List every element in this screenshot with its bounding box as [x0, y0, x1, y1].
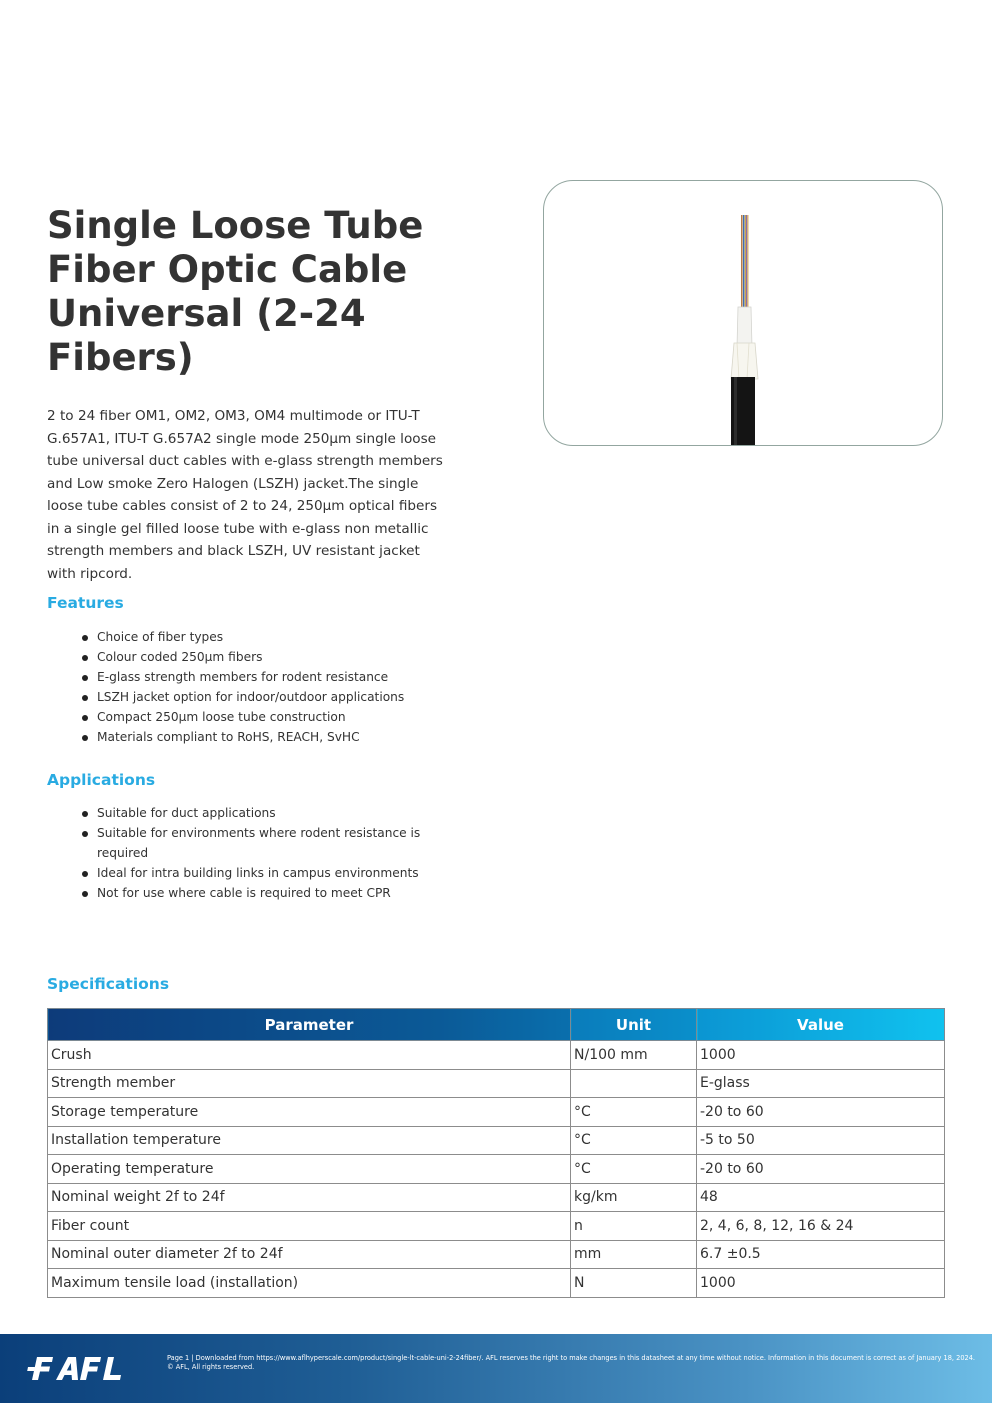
features-list — [47, 627, 472, 747]
unit-cell: n — [571, 1212, 697, 1241]
column-header-parameter: Parameter — [48, 1009, 571, 1041]
unit-cell: N/100 mm — [571, 1041, 697, 1070]
value-cell: 1000 — [697, 1041, 945, 1070]
parameter-cell: Nominal weight 2f to 24f — [48, 1183, 571, 1212]
table-header-row — [48, 1009, 945, 1041]
afl-logo — [26, 1350, 126, 1386]
parameter-cell: Strength member — [48, 1069, 571, 1098]
parameter-cell: Nominal outer diameter 2f to 24f — [48, 1240, 571, 1269]
unit-cell: °C — [571, 1126, 697, 1155]
unit-cell: kg/km — [571, 1183, 697, 1212]
table-row — [48, 1041, 945, 1070]
table-row — [48, 1212, 945, 1241]
parameter-cell: Operating temperature — [48, 1155, 571, 1184]
parameter-cell: Storage temperature — [48, 1098, 571, 1127]
list-item: Not for use where cable is required to meet CPR — [82, 883, 472, 903]
parameter-cell: Maximum tensile load (installation) — [48, 1269, 571, 1298]
table-row — [48, 1269, 945, 1298]
table-row — [48, 1126, 945, 1155]
page-footer — [0, 1334, 992, 1403]
table-row — [48, 1155, 945, 1184]
value-cell: -5 to 50 — [697, 1126, 945, 1155]
value-cell: 1000 — [697, 1269, 945, 1298]
footer-disclaimer: Page 1 | Downloaded from https://www.aflhyperscale.com/product/single-lt-cable-uni-2-24fiber/. AFL reserves the right to make changes in this datasheet at any time without notice. Information in this document is correct as of January 18, 2024. — [167, 1354, 976, 1362]
applications-heading: Applications — [47, 771, 156, 789]
list-item: Ideal for intra building links in campus environments — [82, 863, 472, 883]
value-cell: -20 to 60 — [697, 1155, 945, 1184]
cable-illustration — [544, 181, 943, 446]
column-header-value: Value — [697, 1009, 945, 1041]
features-heading: Features — [47, 594, 124, 612]
unit-cell: N — [571, 1269, 697, 1298]
list-item: Choice of fiber types — [82, 627, 472, 647]
list-item: Materials compliant to RoHS, REACH, SvHC — [82, 727, 472, 747]
parameter-cell: Crush — [48, 1041, 571, 1070]
specifications-table — [47, 1008, 945, 1298]
unit-cell: °C — [571, 1098, 697, 1127]
list-item: Suitable for environments where rodent resistance is required — [82, 823, 472, 863]
page-title: Single Loose Tube Fiber Optic Cable Universal (2-24 Fibers) — [47, 204, 424, 379]
product-description: 2 to 24 fiber OM1, OM2, OM3, OM4 multimode or ITU-T G.657A1, ITU-T G.657A2 single mode 250µm single loose tube universal duct cables with e-glass strength members and Low smoke Zero Halogen (LSZH) jacket.The single loose tube cables consist of 2 to 24, 250µm optical fibers in a single gel filled loose tube with e-glass non metallic strength members and black LSZH, UV resistant jacket with ripcord. — [47, 408, 443, 582]
table-row — [48, 1069, 945, 1098]
footer-copyright: © AFL, All rights reserved. — [167, 1362, 255, 1371]
table-row — [48, 1183, 945, 1212]
unit-cell: mm — [571, 1240, 697, 1269]
list-item: Colour coded 250µm fibers — [82, 647, 472, 667]
parameter-cell: Installation temperature — [48, 1126, 571, 1155]
list-item: Compact 250µm loose tube construction — [82, 707, 472, 727]
specifications-heading: Specifications — [47, 975, 170, 993]
unit-cell — [571, 1069, 697, 1098]
table-row — [48, 1240, 945, 1269]
applications-list — [47, 803, 472, 903]
parameter-cell: Fiber count — [48, 1212, 571, 1241]
footer-text — [167, 1354, 977, 1371]
product-image — [543, 180, 943, 446]
list-item: LSZH jacket option for indoor/outdoor applications — [82, 687, 472, 707]
value-cell: -20 to 60 — [697, 1098, 945, 1127]
column-header-unit: Unit — [571, 1009, 697, 1041]
value-cell: 2, 4, 6, 8, 12, 16 & 24 — [697, 1212, 945, 1241]
value-cell: 48 — [697, 1183, 945, 1212]
unit-cell: °C — [571, 1155, 697, 1184]
value-cell: E-glass — [697, 1069, 945, 1098]
list-item: Suitable for duct applications — [82, 803, 472, 823]
table-row — [48, 1098, 945, 1127]
list-item: E-glass strength members for rodent resistance — [82, 667, 472, 687]
value-cell: 6.7 ±0.5 — [697, 1240, 945, 1269]
